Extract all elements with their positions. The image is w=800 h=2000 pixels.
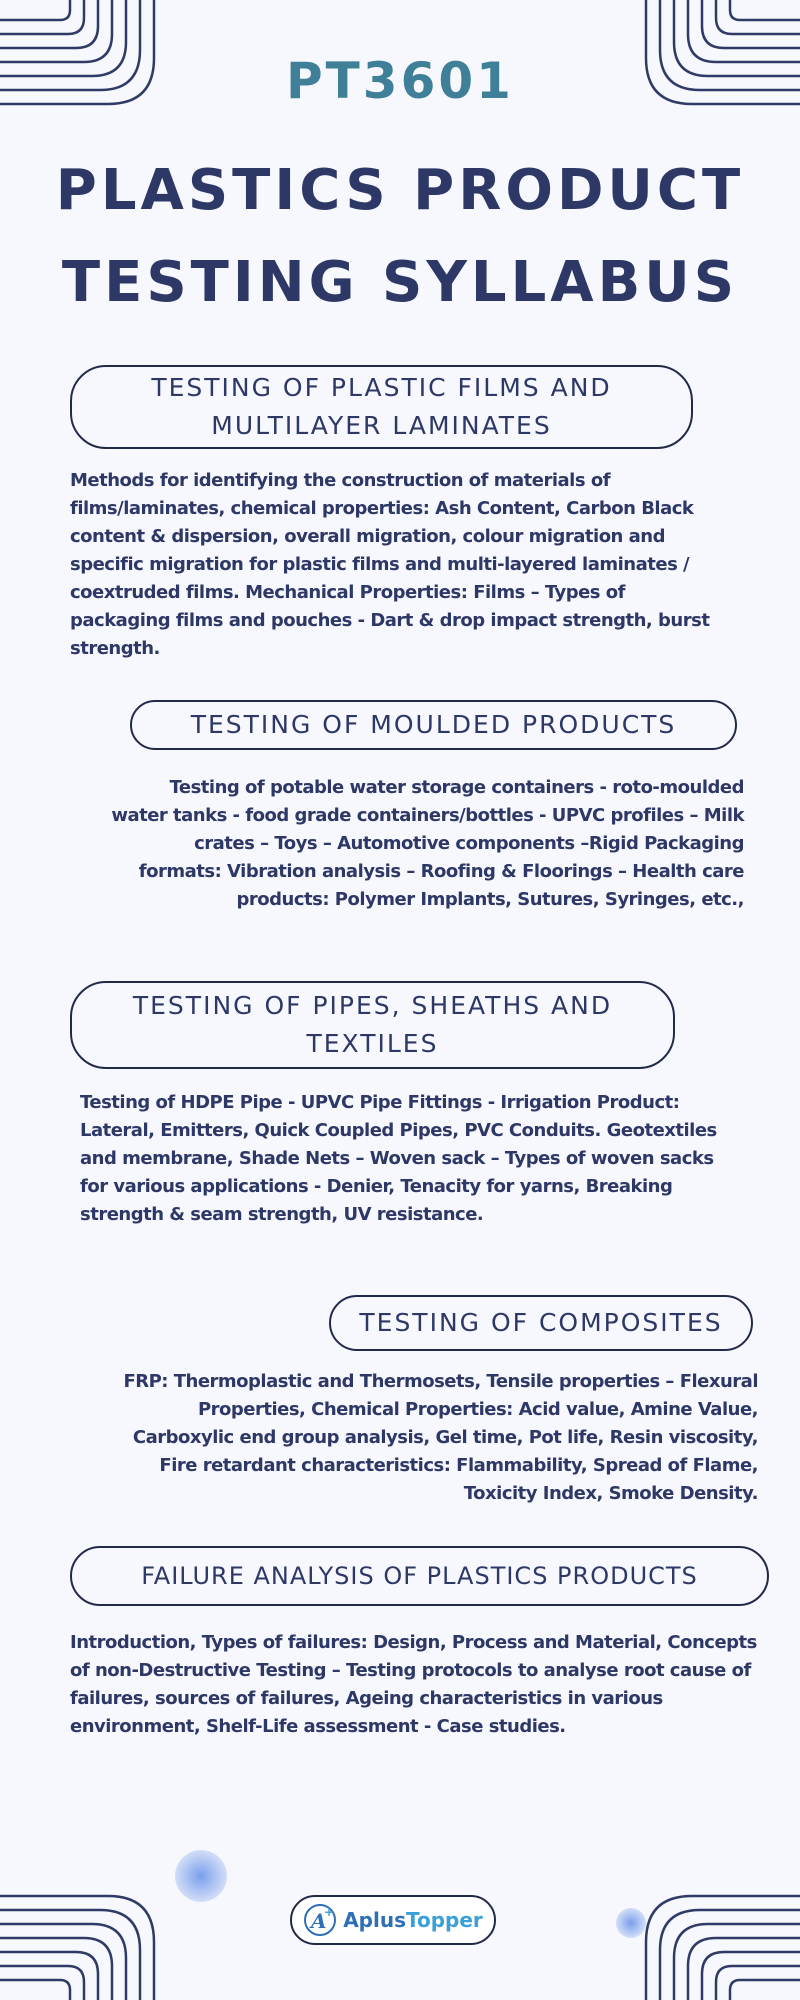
section-heading-line: TESTING OF PLASTIC FILMS AND <box>151 373 612 402</box>
section-heading-line: TESTING OF COMPOSITES <box>359 1308 723 1337</box>
section-heading-pipes-sheaths-textiles <box>70 981 675 1069</box>
section-heading-line: TESTING OF PIPES, SHEATHS AND <box>132 991 613 1020</box>
circuit-decoration-bottom-left <box>0 1840 160 2000</box>
section-heading-line: TEXTILES <box>306 1029 439 1058</box>
section-body-composites: FRP: Thermoplastic and Thermosets, Tensile properties – Flexural Properties, Chemical Properties: Acid value, Amine Value, Carboxylic end group analysis, Gel time, Pot life, Resin viscosity, Fire retardant characteristics: Flammability, Spread of Flame, Toxicity Index, Smoke Density. <box>123 1371 758 1504</box>
section-heading-plastic-films <box>70 365 693 449</box>
section-body-moulded-products: Testing of potable water storage containers - roto-moulded water tanks - food grade containers/bottles - UPVC profiles – Milk crates – Toys – Automotive components –Rigid Packaging formats: Vibration analysis – Roofing & Floorings – Health care products: Polymer Implants, Sutures, Syringes, etc., <box>111 777 744 910</box>
section-heading-line: MULTILAYER LAMINATES <box>211 411 552 440</box>
logo-text-topper: Topper <box>406 1908 483 1932</box>
svg-text:+: + <box>324 1905 335 1919</box>
course-code: PT3601 <box>286 52 514 110</box>
section-heading-moulded-products <box>130 700 737 750</box>
aplus-logo-icon <box>303 1903 337 1937</box>
section-body-failure-analysis: Introduction, Types of failures: Design, Process and Material, Concepts of non-Destructive Testing – Testing protocols to analyse root cause of failures, sources of failures, Ageing characteristics in various environment, Shelf-Life assessment - Case studies. <box>70 1632 757 1737</box>
logo-text-aplus: Aplus <box>343 1908 406 1932</box>
blue-glow-decoration <box>616 1908 646 1938</box>
section-body-pipes-sheaths-textiles: Testing of HDPE Pipe - UPVC Pipe Fittings - Irrigation Product: Lateral, Emitters, Quick Coupled Pipes, PVC Conduits. Geotextiles and membrane, Shade Nets – Woven sack – Types of woven sacks for various applications - Denier, Tenacity for yarns, Breaking strength & seam strength, UV resistance. <box>80 1092 717 1225</box>
circuit-decoration-bottom-right <box>640 1840 800 2000</box>
section-heading-line: TESTING OF MOULDED PRODUCTS <box>190 710 677 739</box>
section-heading-composites <box>329 1295 753 1351</box>
blue-glow-decoration <box>175 1850 227 1902</box>
section-body-plastic-films: Methods for identifying the construction of materials of films/laminates, chemical properties: Ash Content, Carbon Black content & dispersion, overall migration, colour migration and specific migration for plastic films and multi-layered laminates / coextruded films. Mechanical Properties: Films – Types of packaging films and pouches - Dart & drop impact strength, burst strength. <box>70 470 710 659</box>
page-title-line-2: TESTING SYLLABUS <box>61 250 739 315</box>
aplustopper-logo[interactable] <box>290 1895 496 1945</box>
svg-text:A: A <box>311 1909 327 1933</box>
section-heading-line: FAILURE ANALYSIS OF PLASTICS PRODUCTS <box>141 1562 698 1590</box>
section-heading-failure-analysis <box>70 1546 769 1606</box>
page-title-line-1: PLASTICS PRODUCT <box>55 158 745 223</box>
page-title <box>0 145 800 329</box>
